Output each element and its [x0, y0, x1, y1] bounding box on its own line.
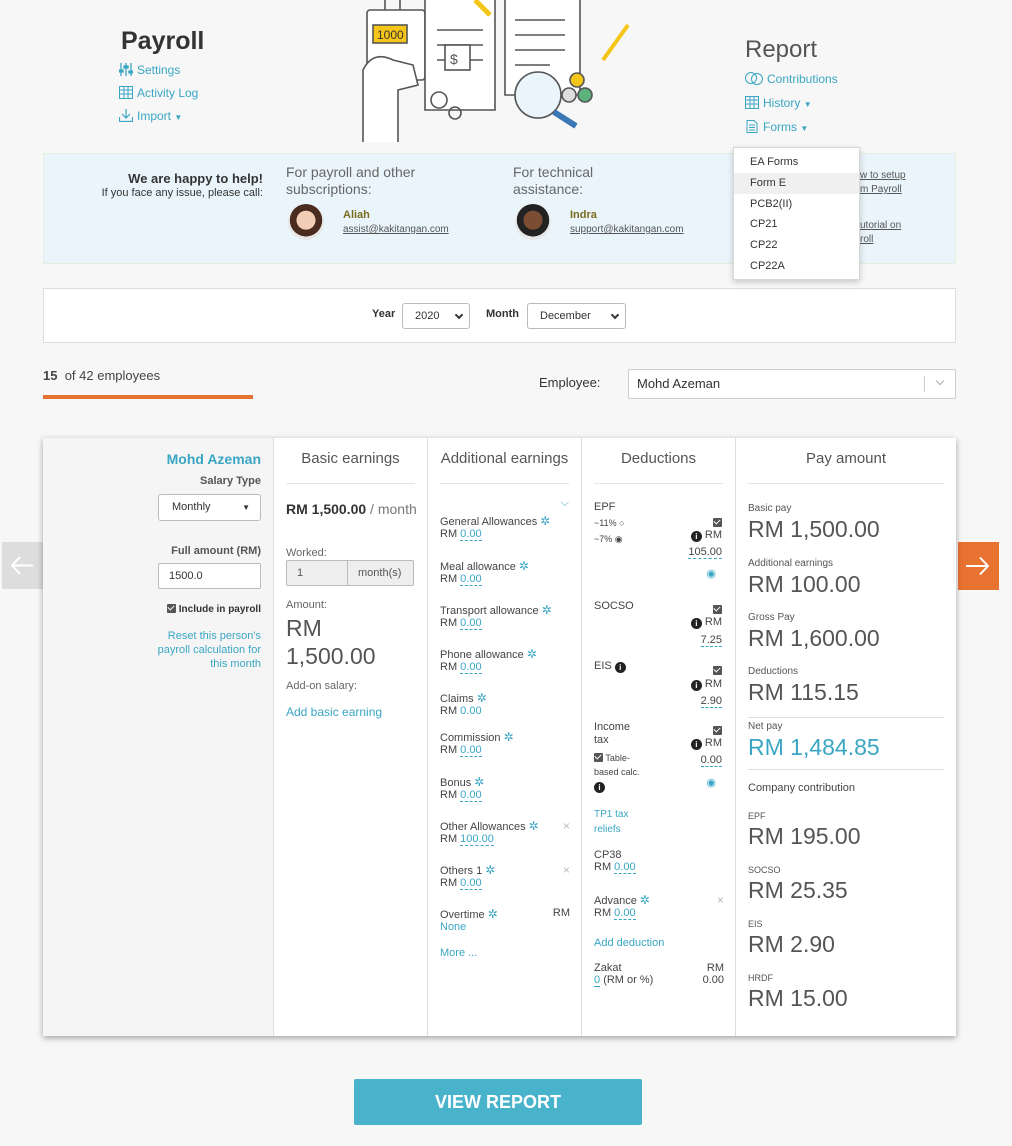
earning-label: Commission [440, 732, 501, 744]
table-calc-line-1: Table- [605, 753, 630, 763]
income-tax-checkbox[interactable] [713, 723, 722, 737]
overtime-currency: RM [552, 907, 570, 919]
company-socso-label: SOCSO [748, 865, 781, 875]
employee-selected: Mohd Azeman [637, 376, 721, 391]
income-tax-currency [691, 737, 722, 750]
cp38-value[interactable]: 0.00 [614, 861, 636, 873]
earning-general-allowances [440, 514, 550, 540]
basic-pay-label: Basic pay [748, 503, 792, 514]
deductions-value: RM 115.15 [748, 679, 859, 705]
earning-meal-allowance [440, 559, 529, 585]
zakat-amount: 0.00 [702, 974, 724, 986]
divider [924, 376, 925, 392]
zakat-row [594, 962, 724, 986]
setup-guide-link-2[interactable]: m Payroll [860, 184, 902, 195]
currency-label: RM [594, 861, 612, 873]
reset-calculation-link[interactable]: Reset this person's payroll calculation for this month [157, 630, 261, 670]
currency-label: RM [704, 529, 722, 541]
basic-rate-period: / month [366, 501, 417, 517]
eye-icon[interactable]: ◉ [706, 777, 716, 789]
currency-label: RM [440, 789, 458, 801]
contributions-link[interactable] [745, 72, 838, 86]
info-icon[interactable]: i [691, 680, 702, 691]
earning-value[interactable]: 0.00 [460, 528, 482, 540]
epf-checkbox[interactable] [713, 515, 722, 529]
gear-icon[interactable]: ✲ [485, 863, 496, 877]
additional-earnings-label: Additional earnings [748, 558, 834, 569]
company-epf-label: EPF [748, 811, 766, 821]
tech-support-heading: For technical assistance: [513, 164, 594, 197]
add-basic-earning-link[interactable]: Add basic earning [286, 705, 383, 719]
company-socso-value: RM 25.35 [748, 877, 848, 903]
currency-label: RM [594, 907, 612, 919]
page-title: Payroll [121, 27, 205, 55]
advance-label: Advance [594, 895, 637, 907]
advance-row [594, 893, 724, 919]
currency-label: RM [704, 737, 722, 749]
epf-rate-11[interactable] [594, 518, 625, 528]
payroll-contact-name: Aliah [343, 209, 370, 221]
addon-label: Add-on salary: [286, 680, 357, 692]
employee-counter [43, 368, 160, 383]
income-tax-label [594, 721, 630, 747]
epf-rate-11-label: ~11% [594, 518, 617, 528]
checkbox-checked-icon[interactable] [713, 605, 722, 614]
aliah-avatar [288, 204, 324, 240]
company-hrdf-value: RM 15.00 [748, 985, 848, 1011]
history-label: History [763, 96, 801, 110]
menu-item-cp22a[interactable]: CP22A [750, 259, 785, 272]
eis-currency [691, 678, 722, 691]
view-report-button[interactable]: VIEW REPORT [354, 1079, 642, 1125]
info-icon[interactable]: i [691, 618, 702, 629]
divider [594, 483, 723, 484]
income-tax-line-1: Income [594, 721, 631, 733]
basic-rate [286, 501, 421, 518]
additional-earnings-column [427, 438, 581, 1036]
epf-rate-7[interactable] [594, 534, 623, 545]
close-icon[interactable]: × [716, 893, 724, 907]
chevron-down-icon: ▼ [174, 113, 183, 122]
contributions-label: Contributions [767, 72, 838, 86]
earning-transport-allowance [440, 603, 552, 629]
earning-label: Meal allowance [440, 561, 516, 573]
earning-bonus [440, 775, 484, 801]
arrow-left-icon [2, 542, 43, 589]
caret-down-icon: ▼ [242, 503, 250, 512]
pay-amount-column [735, 438, 956, 1036]
radio-checked-icon[interactable]: ◉ [614, 534, 623, 544]
checkbox-checked-icon[interactable] [713, 666, 722, 675]
table-calc-line-2: based calc. [594, 767, 640, 777]
currency-label: RM [440, 617, 458, 629]
divider [748, 717, 944, 718]
payroll-support-heading: For payroll and other subscriptions: [286, 164, 416, 197]
earning-label: Bonus [440, 777, 472, 789]
basic-rate-value: RM 1,500.00 [286, 501, 367, 517]
zakat-value[interactable]: 0 [594, 974, 601, 986]
chevron-down-icon: ▼ [803, 100, 812, 109]
amount-label: Amount: [286, 599, 327, 611]
full-amount-label: Full amount (RM) [171, 545, 261, 557]
info-icon[interactable]: i [594, 782, 605, 793]
earning-label: General Allowances [440, 516, 538, 528]
svg-text:1000: 1000 [377, 28, 404, 42]
socso-label: SOCSO [594, 600, 634, 612]
gross-pay-label: Gross Pay [748, 612, 795, 623]
indra-avatar [515, 204, 551, 240]
overtime-value[interactable]: None [440, 921, 467, 933]
forms-dropdown-menu [733, 147, 860, 280]
company-contribution-label: Company contribution [748, 782, 856, 794]
year-select[interactable] [402, 303, 470, 329]
epf-currency [691, 529, 722, 542]
setup-guide-link-1[interactable]: w to setup [860, 170, 906, 181]
tutorial-link-1[interactable]: utorial on [860, 220, 902, 231]
add-deduction-link[interactable]: Add deduction [594, 937, 665, 949]
more-earnings-link[interactable]: More ... [440, 947, 478, 959]
person-column [43, 438, 273, 1036]
gear-icon[interactable]: ✲ [541, 603, 552, 617]
gear-icon[interactable]: ✲ [518, 559, 529, 573]
gear-icon[interactable]: ✲ [487, 907, 498, 921]
divider [440, 483, 569, 484]
earning-value: 0.00 [460, 705, 482, 717]
checkbox-checked-icon[interactable] [713, 726, 722, 735]
currency-label: RM [440, 661, 458, 673]
chevron-down-icon: ▼ [800, 124, 809, 133]
basic-pay-value: RM 1,500.00 [748, 516, 880, 542]
earning-value[interactable]: 0.00 [460, 661, 482, 673]
divider [748, 483, 944, 484]
salary-type-select[interactable] [158, 494, 261, 521]
import-label: Import [137, 109, 172, 123]
full-amount-input[interactable]: 1500.0 [158, 563, 261, 589]
document-icon [745, 120, 759, 133]
earning-commission [440, 730, 514, 756]
download-icon [119, 109, 133, 122]
currency-label: RM [440, 877, 458, 889]
payroll-contact-email[interactable]: assist@kakitangan.com [343, 224, 449, 235]
eis-value[interactable]: 2.90 [700, 695, 722, 707]
year-label: Year [372, 308, 396, 320]
zakat-note: (RM or %) [603, 974, 654, 986]
socso-checkbox[interactable] [713, 602, 722, 616]
earning-claims [440, 691, 487, 717]
basic-amount-currency: RM [286, 615, 322, 641]
epf-rate-7-label: ~7% [594, 534, 613, 544]
earning-phone-allowance [440, 647, 537, 673]
settings-link[interactable] [119, 63, 180, 77]
eis-text: EIS [594, 660, 612, 672]
net-pay-value: RM 1,484.85 [748, 734, 880, 760]
chevron-down-icon [611, 311, 619, 319]
cp38-label: CP38 [594, 849, 622, 861]
coins-icon [745, 72, 763, 85]
import-link[interactable] [119, 109, 182, 123]
earning-label: Claims [440, 693, 474, 705]
earning-value[interactable]: 0.00 [460, 573, 482, 585]
eis-label [594, 660, 626, 673]
socso-value[interactable]: 7.25 [700, 634, 722, 646]
earning-value[interactable]: 0.00 [460, 789, 482, 801]
menu-item-pcb2[interactable]: PCB2(II) [750, 197, 793, 210]
checkbox-checked-icon[interactable] [594, 753, 603, 762]
activity-log-link[interactable] [119, 86, 198, 100]
table-icon [119, 86, 133, 99]
tutorial-link-2[interactable]: roll [860, 234, 874, 245]
earning-label: Phone allowance [440, 649, 524, 661]
employee-select[interactable] [628, 369, 956, 399]
menu-item-cp22[interactable]: CP22 [750, 239, 778, 252]
worked-input[interactable] [286, 560, 414, 586]
tech-contact-email[interactable]: support@kakitangan.com [570, 224, 684, 235]
currency-label: RM [440, 833, 458, 845]
info-icon[interactable]: i [691, 531, 702, 542]
deductions-heading: Deductions [620, 450, 697, 467]
menu-item-ea-forms[interactable]: EA Forms [750, 156, 799, 168]
eis-checkbox[interactable] [713, 663, 722, 677]
chevron-down-icon [455, 311, 463, 319]
gross-pay-value: RM 1,600.00 [748, 625, 880, 651]
gear-icon[interactable]: ✲ [503, 730, 514, 744]
basic-amount-value: 1,500.00 [286, 643, 376, 669]
arrow-right-icon [958, 542, 999, 590]
period-filter [43, 288, 956, 343]
earning-label: Transport allowance [440, 605, 539, 617]
table-based-calc[interactable] [594, 751, 640, 793]
gear-icon[interactable]: ✲ [476, 691, 487, 705]
currency-label: RM [704, 678, 722, 690]
checkbox-checked-icon[interactable] [167, 604, 176, 613]
payroll-card [43, 438, 956, 1036]
company-eis-label: EIS [748, 919, 763, 929]
divider [748, 769, 944, 770]
earning-value[interactable]: 0.00 [460, 617, 482, 629]
additional-earnings-heading: Additional earnings [440, 450, 569, 467]
radio-unchecked-icon[interactable]: ○ [619, 518, 625, 528]
currency-label: RM [440, 744, 458, 756]
income-tax-line-2: tax [594, 734, 609, 746]
epf-label: EPF [594, 501, 616, 513]
earning-overtime [440, 907, 570, 933]
eye-icon[interactable]: ◉ [706, 568, 716, 580]
person-name: Mohd Azeman [166, 451, 261, 467]
income-tax-value[interactable]: 0.00 [700, 754, 722, 766]
net-pay-label: Net pay [748, 721, 783, 732]
basic-amount [286, 614, 376, 670]
include-in-payroll[interactable] [167, 604, 261, 615]
currency-label: RM [440, 528, 458, 540]
worked-value: 1 [297, 567, 304, 579]
earning-value[interactable]: 100.00 [460, 833, 494, 845]
activity-log-label: Activity Log [137, 86, 199, 100]
tp1-line-2: reliefs [594, 824, 621, 835]
menu-item-cp21[interactable]: CP21 [750, 218, 778, 231]
chevron-down-icon[interactable]: ⌵ [560, 497, 569, 509]
employee-index: 15 [43, 368, 58, 383]
basic-earnings-column [273, 438, 427, 1036]
include-label: Include in payroll [178, 604, 261, 615]
help-subtitle: If you face any issue, please call: [101, 187, 263, 199]
salary-type-value: Monthly [172, 501, 211, 513]
gear-icon[interactable]: ✲ [528, 819, 539, 833]
basic-earnings-heading: Basic earnings [301, 450, 400, 467]
employee-total: of 42 employees [64, 368, 161, 383]
info-icon[interactable]: i [615, 662, 626, 673]
gear-icon[interactable]: ✲ [474, 775, 485, 789]
worked-label: Worked: [286, 547, 327, 559]
earning-label: Others 1 [440, 865, 483, 877]
divider [286, 483, 415, 484]
zakat-label: Zakat [594, 962, 622, 974]
sliders-icon [119, 63, 133, 76]
history-link[interactable] [745, 96, 812, 110]
tp1-tax-reliefs-link[interactable] [594, 807, 628, 837]
progress-bar [43, 395, 253, 399]
employee-label: Employee: [539, 375, 601, 390]
gear-icon[interactable]: ✲ [540, 514, 551, 528]
currency-label: RM [440, 705, 458, 717]
payroll-illustration [355, 0, 645, 142]
month-select[interactable] [527, 303, 626, 329]
epf-value[interactable]: 105.00 [688, 546, 722, 558]
earning-other-allowances [440, 819, 570, 845]
close-icon[interactable]: × [562, 819, 570, 833]
salary-type-label: Salary Type [200, 475, 261, 487]
next-employee-button[interactable] [958, 542, 999, 590]
svg-text:$: $ [450, 51, 458, 67]
tp1-line-1: TP1 tax [594, 809, 629, 820]
previous-employee-button[interactable] [2, 542, 43, 589]
advance-value[interactable]: 0.00 [614, 907, 636, 919]
chevron-down-icon [936, 377, 944, 385]
company-epf-value: RM 195.00 [748, 823, 861, 849]
close-icon[interactable]: × [562, 863, 570, 877]
year-value: 2020 [415, 310, 440, 322]
forms-label: Forms [763, 120, 797, 134]
help-title: We are happy to help! [128, 171, 263, 186]
company-eis-value: RM 2.90 [748, 931, 835, 957]
settings-label: Settings [137, 63, 181, 77]
earning-others-1 [440, 863, 570, 889]
overtime-label: Overtime [440, 909, 485, 921]
socso-currency [691, 616, 722, 629]
earning-label: Other Allowances [440, 821, 526, 833]
menu-item-form-e[interactable]: Form E [734, 173, 859, 194]
report-title: Report [745, 36, 818, 63]
table-icon [745, 96, 759, 109]
gear-icon[interactable]: ✲ [526, 647, 537, 661]
tech-contact-name: Indra [570, 209, 597, 221]
company-hrdf-label: HRDF [748, 973, 773, 983]
month-label: Month [486, 308, 519, 320]
worked-unit: month(s) [347, 561, 413, 585]
gear-icon[interactable]: ✲ [639, 893, 650, 907]
zakat-currency: RM [706, 962, 724, 974]
currency-label: RM [440, 573, 458, 585]
currency-label: RM [704, 616, 722, 628]
info-icon[interactable]: i [691, 739, 702, 750]
earning-value[interactable]: 0.00 [460, 744, 482, 756]
cp38-row [594, 849, 636, 873]
checkbox-checked-icon[interactable] [713, 518, 722, 527]
earning-value[interactable]: 0.00 [460, 877, 482, 889]
pay-amount-heading: Pay amount [805, 450, 887, 467]
forms-link[interactable] [745, 120, 808, 134]
deductions-column [581, 438, 735, 1036]
month-value: December [540, 310, 591, 322]
deductions-label: Deductions [748, 666, 799, 677]
additional-earnings-value: RM 100.00 [748, 571, 861, 597]
